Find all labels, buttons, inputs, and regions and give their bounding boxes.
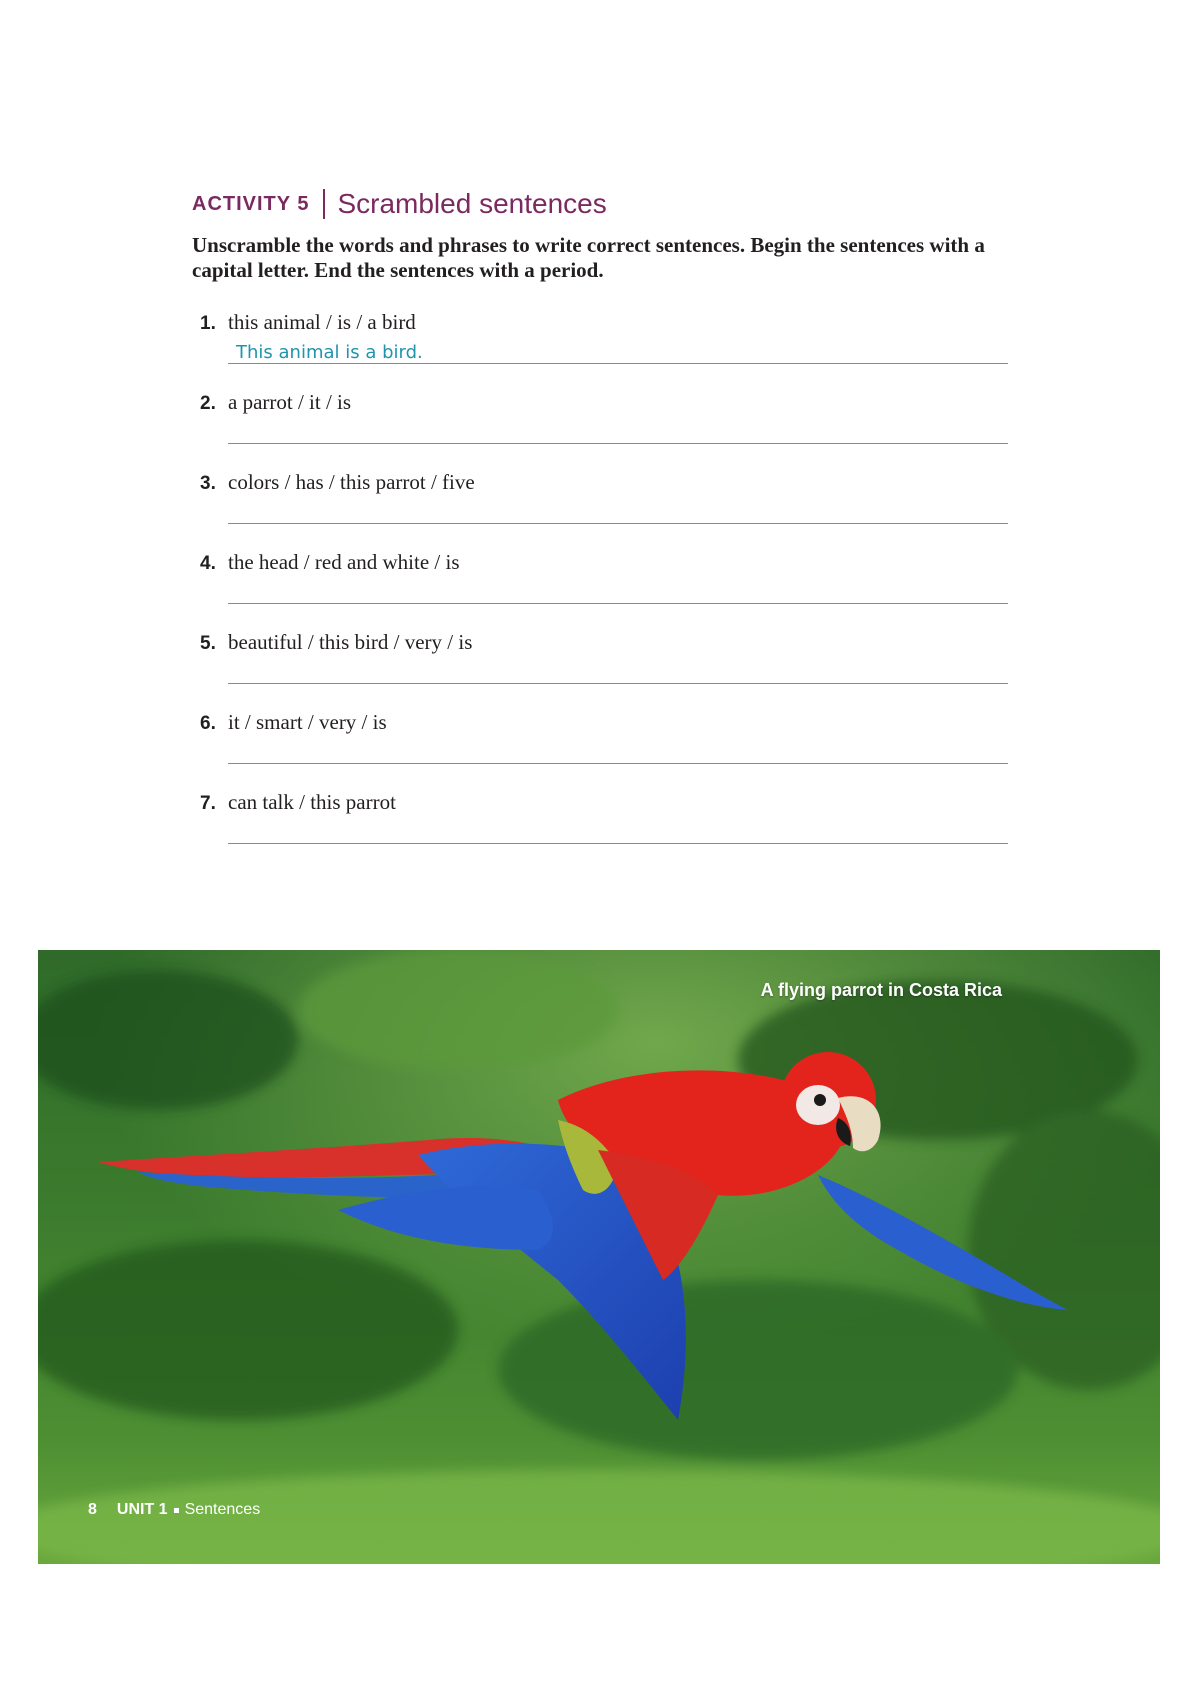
item-text: this animal / is / a bird bbox=[228, 310, 416, 334]
header-divider bbox=[323, 189, 325, 219]
item-number: 7. bbox=[200, 793, 216, 814]
answer-line[interactable] bbox=[228, 363, 1008, 364]
exercise-item-4 bbox=[200, 550, 1008, 575]
item-number: 1. bbox=[200, 313, 216, 334]
page-footer bbox=[88, 1501, 260, 1519]
item-text: a parrot / it / is bbox=[228, 390, 352, 414]
item-number: 4. bbox=[200, 553, 216, 574]
answer-text[interactable]: This animal is a bird. bbox=[236, 342, 423, 363]
activity-number: 5 bbox=[297, 192, 310, 215]
item-number: 3. bbox=[200, 473, 216, 494]
section-label: Sentences bbox=[184, 1501, 261, 1518]
item-text: it / smart / very / is bbox=[228, 710, 387, 734]
item-text: beautiful / this bird / very / is bbox=[228, 630, 473, 654]
instructions: Unscramble the words and phrases to write correct sentences. Begin the sentences with a capital letter. End the sentences with a period. bbox=[192, 233, 985, 282]
activity-header bbox=[192, 188, 607, 220]
item-prompt bbox=[200, 790, 1008, 815]
answer-line[interactable] bbox=[228, 763, 1008, 764]
parrot-illustration bbox=[38, 950, 1160, 1564]
item-text: can talk / this parrot bbox=[228, 790, 396, 814]
item-number: 5. bbox=[200, 633, 216, 654]
activity-title: Scrambled sentences bbox=[337, 188, 607, 219]
parrot-photo bbox=[38, 950, 1160, 1564]
exercise-item-6 bbox=[200, 710, 1008, 735]
answer-line[interactable] bbox=[228, 603, 1008, 604]
item-text: colors / has / this parrot / five bbox=[228, 470, 475, 494]
photo-caption: A flying parrot in Costa Rica bbox=[760, 980, 1002, 1000]
separator-square-icon bbox=[174, 1508, 179, 1513]
answer-line[interactable] bbox=[228, 683, 1008, 684]
exercise-item-1 bbox=[200, 310, 1008, 363]
item-number: 6. bbox=[200, 713, 216, 734]
item-prompt bbox=[200, 390, 1008, 415]
item-prompt bbox=[200, 470, 1008, 495]
activity-label-text: ACTIVITY bbox=[192, 192, 291, 215]
page-number: 8 bbox=[88, 1501, 97, 1518]
answer-line[interactable] bbox=[228, 443, 1008, 444]
answer-line[interactable] bbox=[228, 523, 1008, 524]
answer-line[interactable] bbox=[228, 843, 1008, 844]
item-number: 2. bbox=[200, 393, 216, 414]
exercise-item-7 bbox=[200, 790, 1008, 815]
item-prompt bbox=[200, 710, 1008, 735]
item-prompt bbox=[200, 310, 1008, 335]
activity-label bbox=[192, 193, 309, 216]
exercise-item-2 bbox=[200, 390, 1008, 415]
item-prompt bbox=[200, 550, 1008, 575]
unit-label: UNIT 1 bbox=[116, 1501, 168, 1518]
exercise-item-5 bbox=[200, 630, 1008, 655]
item-text: the head / red and white / is bbox=[228, 550, 460, 574]
item-prompt bbox=[200, 630, 1008, 655]
exercise-item-3 bbox=[200, 470, 1008, 495]
